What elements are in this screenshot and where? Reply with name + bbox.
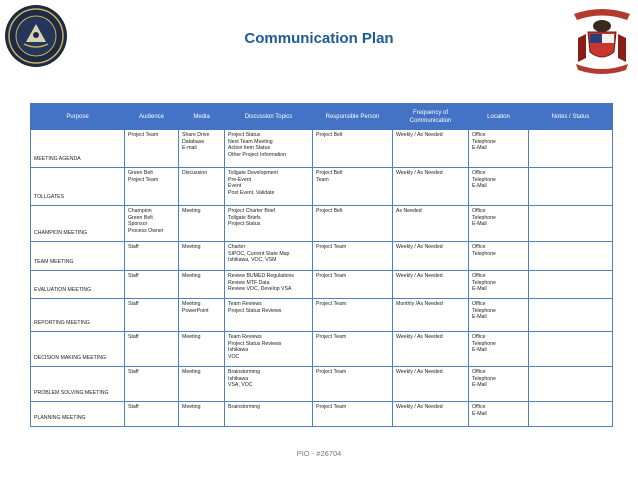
cell-discussion-topics: Team Reviews Project Status Reviews bbox=[225, 299, 313, 332]
col-header-notes-status: Notes / Status bbox=[529, 104, 613, 130]
col-header-discussion-topics: Discussion Topics bbox=[225, 104, 313, 130]
cell-notes-status bbox=[529, 332, 613, 367]
cell-location: Office Telephone E-Mail bbox=[469, 168, 529, 206]
cell-responsible-person: Project Team bbox=[313, 271, 393, 299]
cell-discussion-topics: Brainstorming Ishikawa VSA, VOC bbox=[225, 367, 313, 402]
col-header-media: Media bbox=[179, 104, 225, 130]
table-row bbox=[31, 206, 613, 242]
cell-media: Meeting bbox=[179, 367, 225, 402]
table-row bbox=[31, 367, 613, 402]
cell-purpose: EVALUATION MEETING bbox=[31, 271, 125, 299]
cell-audience: Staff bbox=[125, 299, 179, 332]
cell-discussion-topics: Project Status Next Team Meeting Action Item Status Other Project Information bbox=[225, 130, 313, 168]
cell-responsible-person: Project Belt Team bbox=[313, 168, 393, 206]
cell-location: Office Telephone E-Mail bbox=[469, 206, 529, 242]
cell-media: Meeting bbox=[179, 271, 225, 299]
cell-location: Office Telephone E-Mail bbox=[469, 271, 529, 299]
col-header-audience: Audience bbox=[125, 104, 179, 130]
cell-notes-status bbox=[529, 299, 613, 332]
cell-notes-status bbox=[529, 242, 613, 271]
table-row bbox=[31, 332, 613, 367]
cell-discussion-topics: Project Charter Brief Tollgate Briefs Project Status bbox=[225, 206, 313, 242]
cell-location: Office Telephone E-Mail bbox=[469, 332, 529, 367]
cell-discussion-topics: Charter SIPOC, Current State Map Ishikawa, VOC, VSM bbox=[225, 242, 313, 271]
cell-notes-status bbox=[529, 271, 613, 299]
table-row bbox=[31, 299, 613, 332]
table-row bbox=[31, 168, 613, 206]
cell-audience: Staff bbox=[125, 332, 179, 367]
cell-media: Discussion bbox=[179, 168, 225, 206]
cell-media: Meeting PowerPoint bbox=[179, 299, 225, 332]
footer-code: PIO - #26704 bbox=[296, 449, 342, 458]
cell-responsible-person: Project Team bbox=[313, 242, 393, 271]
cell-frequency: Weekly / As Needed bbox=[393, 130, 469, 168]
col-header-purpose: Purpose bbox=[31, 104, 125, 130]
cell-location: Office Telephone bbox=[469, 242, 529, 271]
cell-frequency: Weekly / As Needed bbox=[393, 332, 469, 367]
table-row bbox=[31, 271, 613, 299]
cell-frequency: Weekly / As Needed bbox=[393, 271, 469, 299]
cell-purpose: PLANNING MEETING bbox=[31, 402, 125, 427]
cell-responsible-person: Project Team bbox=[313, 299, 393, 332]
table-row bbox=[31, 242, 613, 271]
cell-notes-status bbox=[529, 367, 613, 402]
cell-notes-status bbox=[529, 130, 613, 168]
cell-location: Office E-Mail bbox=[469, 402, 529, 427]
cell-location: Office Telephone E-Mail bbox=[469, 367, 529, 402]
cell-frequency: Weekly / As Needed bbox=[393, 242, 469, 271]
cell-notes-status bbox=[529, 168, 613, 206]
cell-media: Meeting bbox=[179, 242, 225, 271]
cell-location: Office Telephone E-Mail bbox=[469, 130, 529, 168]
page-title: Communication Plan bbox=[244, 30, 394, 47]
cell-audience: Staff bbox=[125, 367, 179, 402]
cell-location: Office Telephone E-Mail bbox=[469, 299, 529, 332]
cell-media: Meeting bbox=[179, 402, 225, 427]
cell-purpose: PROBLEM SOLVING MEETING bbox=[31, 367, 125, 402]
communication-plan-table bbox=[30, 103, 613, 427]
cell-frequency: Weekly / As Needed bbox=[393, 402, 469, 427]
cell-media: Meeting bbox=[179, 332, 225, 367]
cell-notes-status bbox=[529, 402, 613, 427]
table-header-row bbox=[31, 104, 613, 130]
cell-purpose: CHAMPION MEETING bbox=[31, 206, 125, 242]
col-header-responsible-person: Responsible Person bbox=[313, 104, 393, 130]
cell-audience: Staff bbox=[125, 242, 179, 271]
cell-purpose: REPORTING MEETING bbox=[31, 299, 125, 332]
cell-audience: Green Belt Project Team bbox=[125, 168, 179, 206]
cell-responsible-person: Project Team bbox=[313, 332, 393, 367]
cell-discussion-topics: Team Reviews Project Status Reviews Ishikawa VOC bbox=[225, 332, 313, 367]
cell-frequency: Monthly /As Needed bbox=[393, 299, 469, 332]
cell-media: Meeting bbox=[179, 206, 225, 242]
cell-audience: Champion Green Belt Sponsor Process Owner bbox=[125, 206, 179, 242]
col-header-frequency: Frequency of Communication bbox=[393, 104, 469, 130]
cell-notes-status bbox=[529, 206, 613, 242]
cell-media: Share Drive Database E-mail bbox=[179, 130, 225, 168]
cell-purpose: DECISION MAKING MEETING bbox=[31, 332, 125, 367]
col-header-location: Location bbox=[469, 104, 529, 130]
cell-frequency: Weekly / As Needed bbox=[393, 367, 469, 402]
cell-responsible-person: Project Team bbox=[313, 402, 393, 427]
cell-audience: Staff bbox=[125, 402, 179, 427]
cell-responsible-person: Project Belt bbox=[313, 130, 393, 168]
table-row bbox=[31, 402, 613, 427]
cell-audience: Project Team bbox=[125, 130, 179, 168]
cell-discussion-topics: Review BUMED Regulations Review MTF Data Review VOC, Develop VSA bbox=[225, 271, 313, 299]
cell-frequency: As Needed bbox=[393, 206, 469, 242]
cell-purpose: TOLLGATES bbox=[31, 168, 125, 206]
cell-frequency: Weekly / As Needed bbox=[393, 168, 469, 206]
cell-purpose: TEAM MEETING bbox=[31, 242, 125, 271]
cell-audience: Staff bbox=[125, 271, 179, 299]
cell-discussion-topics: Tollgate Development Pre-Event Event Post Event, Validate bbox=[225, 168, 313, 206]
cell-purpose: MEETING AGENDA bbox=[31, 130, 125, 168]
table-row bbox=[31, 130, 613, 168]
cell-responsible-person: Project Team bbox=[313, 367, 393, 402]
cell-discussion-topics: Brainstorming bbox=[225, 402, 313, 427]
cell-responsible-person: Project Belt bbox=[313, 206, 393, 242]
